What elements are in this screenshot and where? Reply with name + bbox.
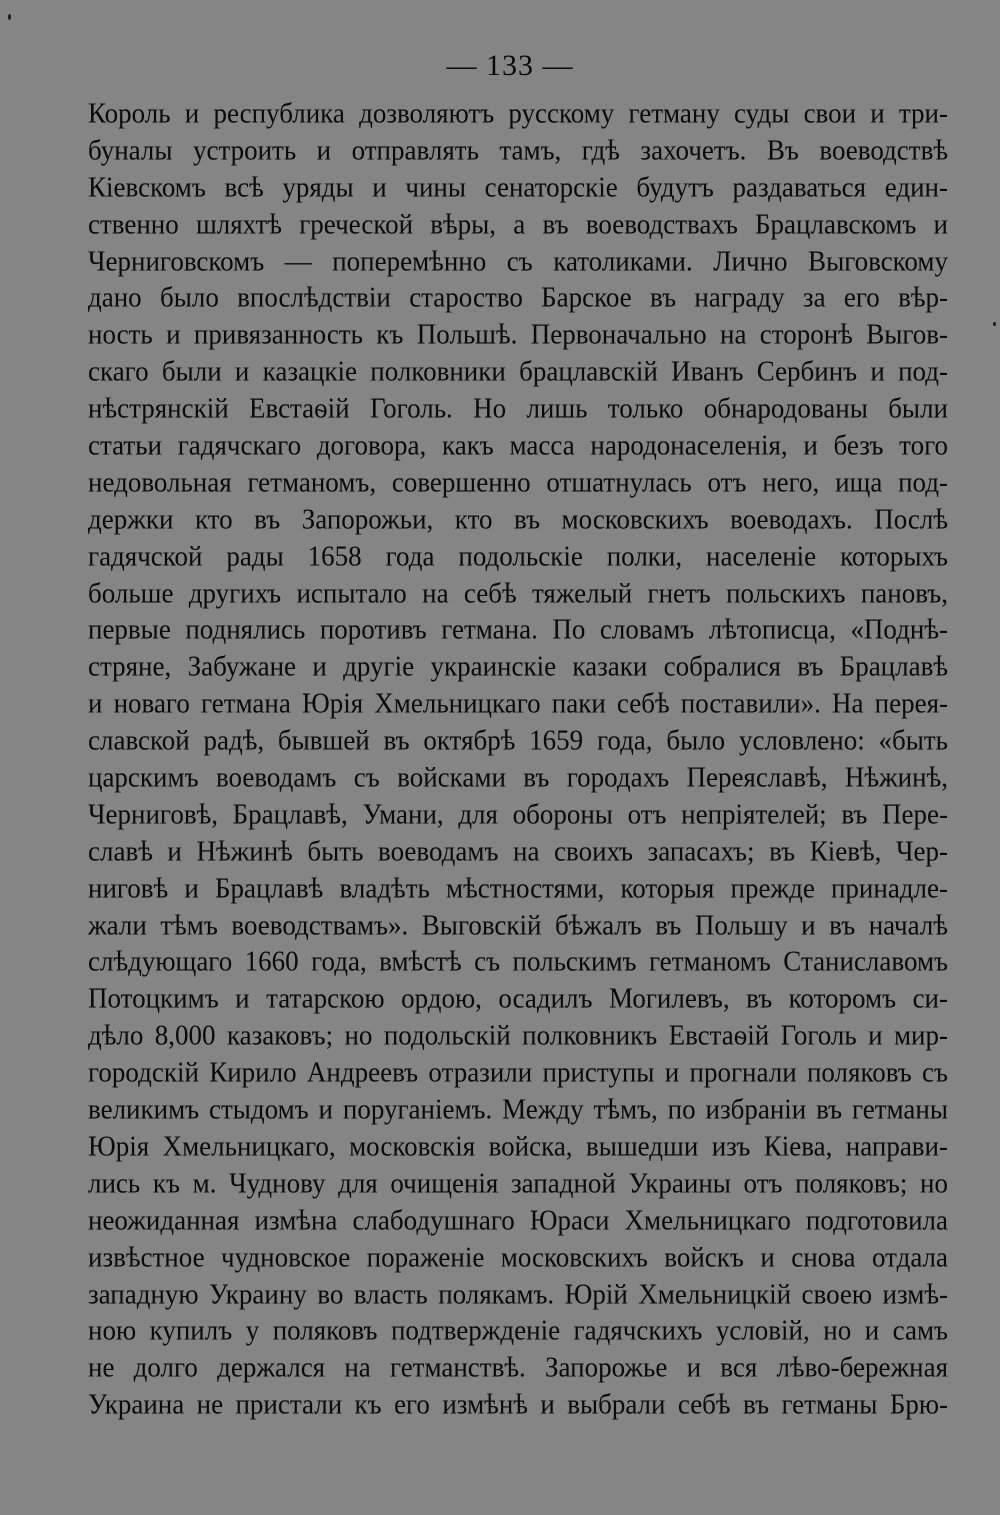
text-line: и новаго гетмана Юрія Хмельницкаго паки себѣ поставили». На перея- bbox=[88, 687, 948, 719]
text-line: городскій Кирило Андреевъ отразили приступы и прогнали поляковъ съ bbox=[88, 1056, 948, 1088]
scan-speck bbox=[993, 322, 996, 326]
text-line: слѣдующаго 1660 года, вмѣстѣ съ польскимъ гетманомъ Станиславомъ bbox=[88, 945, 948, 978]
text-line: нѣстрянскій Евстаѳій Гоголь. Но лишь только обнародованы были bbox=[88, 392, 948, 424]
text-line: буналы устроить и отправлять тамъ, гдѣ захочетъ. Въ воеводствѣ bbox=[88, 134, 948, 166]
text-line: скаго были и казацкіе полковники брацлавскій Иванъ Сербинъ и под- bbox=[88, 355, 948, 387]
text-line: ственно шляхтѣ греческой вѣры, а въ воеводствахъ Брацлавскомъ и bbox=[88, 207, 948, 240]
text-line: дѣло 8,000 казаковъ; но подольскій полковникъ Евстаѳій Гоголь и мир- bbox=[88, 1019, 948, 1051]
text-line: статьи гадячскаго договора, какъ масса народонаселенія, и безъ того bbox=[88, 429, 948, 461]
text-line: лись къ м. Чуднову для очищенія западной Украины отъ поляковъ; но bbox=[88, 1167, 948, 1199]
text-line: Юрія Хмельницкаго, московскія войска, вышедши изъ Кіева, направи- bbox=[88, 1130, 948, 1162]
text-line: извѣстное чудновское пораженіе московскихъ войскъ и снова отдала bbox=[88, 1240, 948, 1273]
text-line: славѣ и Нѣжинѣ быть воеводамъ на своихъ запасахъ; въ Кіевѣ, Чер- bbox=[88, 835, 948, 867]
text-line: не долго держался на гетманствѣ. Запорожье и вся лѣво-бережная bbox=[88, 1351, 948, 1384]
text-line: Потоцкимъ и татарскою ордою, осадилъ Могилевъ, въ которомъ си- bbox=[88, 982, 948, 1015]
text-line: Кіевскомъ всѣ уряды и чины сенаторскіе будутъ раздаваться един- bbox=[88, 171, 948, 203]
page-number: — 133 — bbox=[446, 49, 574, 82]
text-line: ниговѣ и Брацлавѣ владѣть мѣстностями, которыя прежде принадле- bbox=[88, 871, 948, 904]
text-line: держки кто въ Запорожьи, кто въ московскихъ воеводахъ. Послѣ bbox=[88, 503, 948, 535]
text-line: великимъ стыдомъ и поруганіемъ. Между тѣмъ, по избраніи въ гетманы bbox=[88, 1093, 948, 1125]
text-line: жали тѣмъ воеводствамъ». Выговскій бѣжалъ въ Польшу и въ началѣ bbox=[88, 908, 948, 941]
scan-speck bbox=[8, 14, 11, 20]
text-line: неожиданная измѣна слабодушнаго Юраси Хмельницкаго подготовила bbox=[88, 1203, 948, 1236]
text-line: больше другихъ испытало на себѣ тяжелый гнетъ польскихъ пановъ, bbox=[88, 576, 948, 609]
body-text bbox=[88, 95, 948, 1423]
text-line: дано было впослѣдствіи староство Барское въ награду за его вѣр- bbox=[88, 281, 948, 314]
text-line: Черниговѣ, Брацлавѣ, Умани, для обороны отъ непріятелей; въ Пере- bbox=[88, 798, 948, 830]
text-line: западную Украину во власть полякамъ. Юрій Хмельницкій своею измѣ- bbox=[88, 1277, 948, 1310]
text-line: царскимъ воеводамъ съ войсками въ городахъ Переяславѣ, Нѣжинѣ, bbox=[88, 761, 948, 793]
text-line: недовольная гетманомъ, совершенно отшатнулась отъ него, ища под- bbox=[88, 466, 948, 498]
text-line: стряне, Забужане и другіе украинскіе казаки собралися въ Брацлавѣ bbox=[88, 650, 948, 683]
text-line: ною купилъ у поляковъ подтвержденіе гадячскихъ условій, но и самъ bbox=[88, 1314, 948, 1347]
text-line: гадячской рады 1658 года подольскіе полки, населеніе которыхъ bbox=[88, 539, 948, 572]
text-line: Украина не пристали къ его измѣнѣ и выбрали себѣ въ гетманы Брю- bbox=[88, 1388, 948, 1420]
text-line: славской радѣ, бывшей въ октябрѣ 1659 года, было условлено: «быть bbox=[88, 724, 948, 756]
text-line: первые поднялись поротивъ гетмана. По словамъ лѣтописца, «Поднѣ- bbox=[88, 613, 948, 646]
text-line: Черниговскомъ — поперемѣнно съ католиками. Лично Выговскому bbox=[88, 244, 948, 277]
text-line: ность и привязанность къ Польшѣ. Первоначально на сторонѣ Выгов- bbox=[88, 318, 948, 351]
text-line: Король и республика дозволяютъ русскому гетману суды свои и три- bbox=[88, 97, 948, 129]
